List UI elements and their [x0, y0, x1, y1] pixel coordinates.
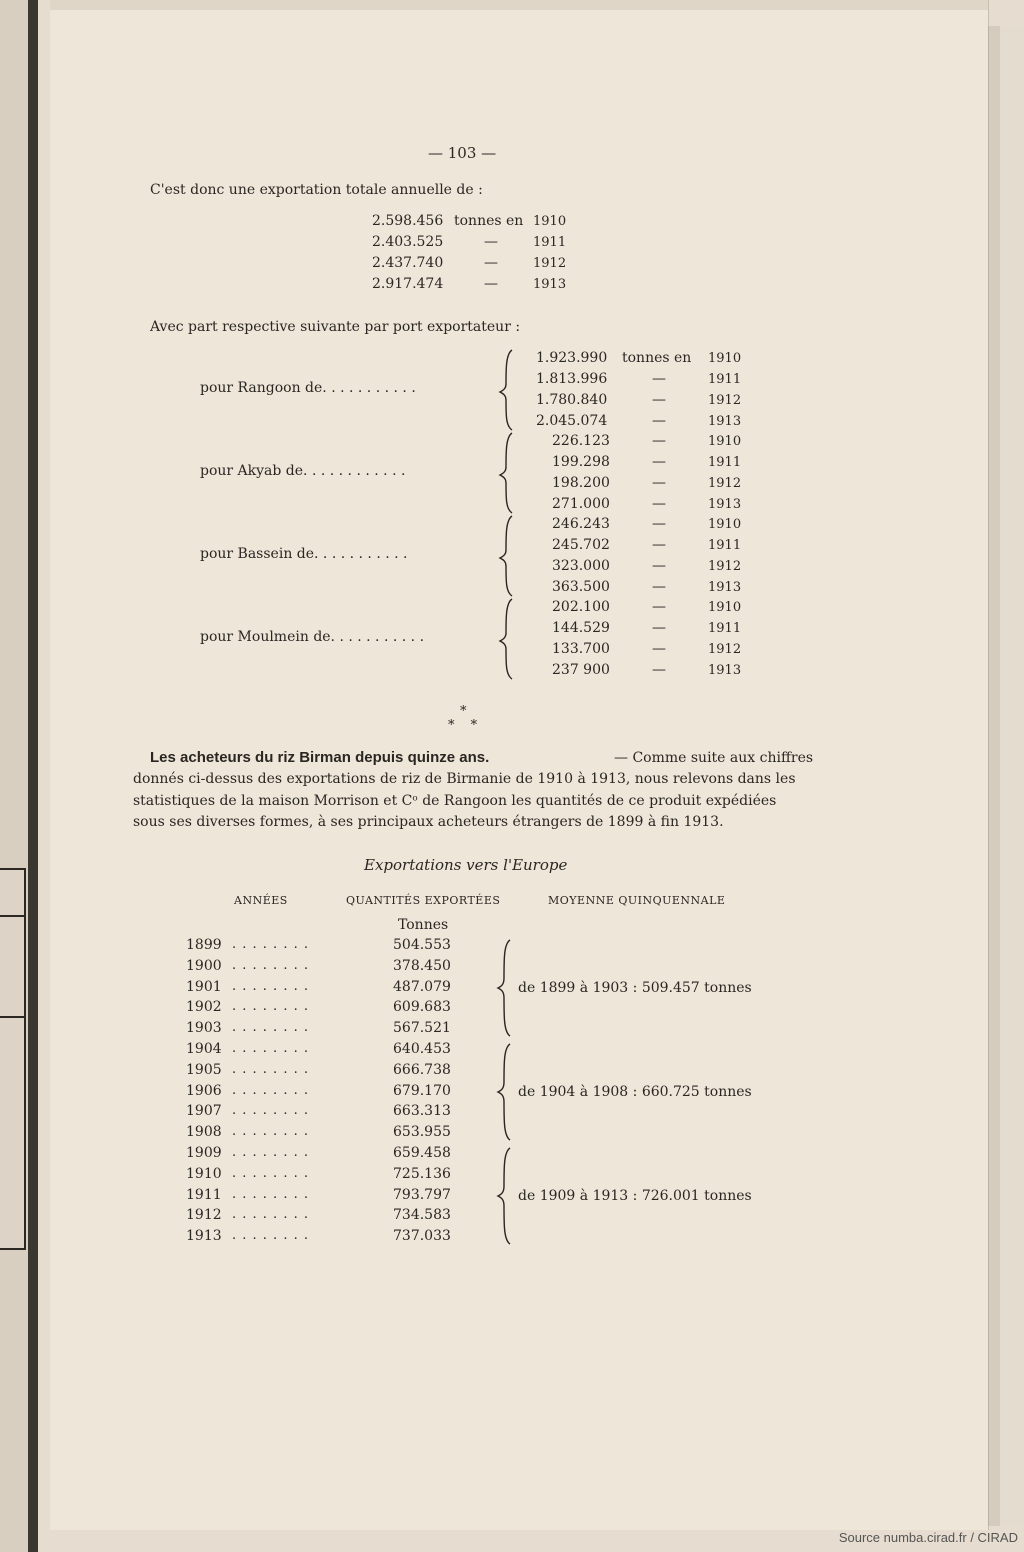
total-dash: — [484, 255, 498, 271]
port-dash: — [652, 537, 666, 553]
port-year: 1910 [708, 517, 742, 532]
export-leader-dots: . . . . . . . . [232, 1165, 309, 1181]
total-year: 1913 [533, 277, 567, 292]
ports-intro: Avec part respective suivante par port exportateur : [150, 319, 521, 335]
total-year: 1912 [533, 256, 567, 271]
export-quantity: 609.683 [393, 999, 451, 1016]
port-value: 198.200 [552, 475, 610, 491]
book-spine-shadow [28, 0, 38, 1552]
port-dash: — [652, 558, 666, 574]
port-value: 237 900 [552, 662, 610, 678]
port-label: pour Akyab de. . . . . . . . . . . . [200, 463, 406, 479]
port-value: 1.780.840 [536, 392, 608, 408]
port-value: 202.100 [552, 599, 610, 615]
export-quantity: 734.583 [393, 1207, 451, 1224]
port-dash: — [652, 475, 666, 491]
port-value: 323.000 [552, 558, 610, 574]
average-1909-1913: de 1909 à 1913 : 726.001 tonnes [518, 1188, 752, 1204]
export-leader-dots: . . . . . . . . [232, 1103, 309, 1119]
units-label: Tonnes [398, 917, 449, 933]
export-leader-dots: . . . . . . . . [232, 957, 309, 973]
page-stack-edge-outer [1000, 26, 1024, 1526]
export-year: 1901 [186, 978, 222, 995]
total-unit: tonnes en [454, 213, 524, 229]
port-value: 363.500 [552, 579, 610, 595]
port-year: 1912 [708, 393, 742, 408]
port-dash: — [652, 433, 666, 449]
table-title: Exportations vers l'Europe [364, 856, 568, 874]
export-year: 1905 [186, 1061, 222, 1078]
page-top-band [50, 0, 988, 10]
book-spine-edge [0, 0, 29, 1552]
brace-2 [498, 1044, 510, 1140]
port-value: 2.045.074 [536, 413, 608, 429]
port-dash: — [652, 454, 666, 470]
port-value: 246.243 [552, 516, 610, 532]
asterism-bottom: * * [448, 718, 484, 733]
port-year: 1911 [708, 372, 742, 387]
export-quantity: 725.136 [393, 1165, 451, 1182]
export-leader-dots: . . . . . . . . [232, 1207, 309, 1223]
port-dash: — [652, 662, 666, 678]
port-year: 1911 [708, 538, 742, 553]
export-quantity: 679.170 [393, 1082, 451, 1099]
export-quantity: 653.955 [393, 1124, 451, 1141]
average-1904-1908: de 1904 à 1908 : 660.725 tonnes [518, 1084, 752, 1100]
port-dash: — [652, 371, 666, 387]
export-leader-dots: . . . . . . . . [232, 1061, 309, 1077]
export-year: 1900 [186, 957, 222, 974]
port-year: 1913 [708, 497, 742, 512]
adjacent-page-rule [0, 915, 24, 917]
export-year: 1907 [186, 1103, 222, 1120]
port-year: 1910 [708, 351, 742, 366]
total-value: 2.437.740 [372, 255, 444, 271]
port-year: 1913 [708, 663, 742, 678]
port-year: 1910 [708, 434, 742, 449]
header-years: ANNÉES [234, 894, 288, 907]
export-leader-dots: . . . . . . . . [232, 1186, 309, 1202]
average-1899-1903: de 1899 à 1903 : 509.457 tonnes [518, 980, 752, 996]
port-label: pour Bassein de. . . . . . . . . . . [200, 546, 408, 562]
export-quantity: 378.450 [393, 957, 451, 974]
port-value: 271.000 [552, 496, 610, 512]
export-leader-dots: . . . . . . . . [232, 999, 309, 1015]
port-value: 226.123 [552, 433, 610, 449]
port-brace [500, 516, 512, 596]
export-leader-dots: . . . . . . . . [232, 937, 309, 952]
port-year: 1911 [708, 621, 742, 636]
export-leader-dots: . . . . . . . . [232, 1124, 309, 1140]
port-year: 1913 [708, 580, 742, 595]
export-year: 1899 [186, 937, 222, 953]
export-leader-dots: . . . . . . . . [232, 1041, 309, 1056]
source-credit: Source numba.cirad.fr / CIRAD [838, 1530, 1018, 1545]
total-value: 2.403.525 [372, 234, 444, 250]
export-leader-dots: . . . . . . . . [232, 1020, 309, 1036]
port-year: 1910 [708, 600, 742, 615]
port-dash: — [652, 620, 666, 636]
port-value: 144.529 [552, 620, 610, 636]
port-label: pour Rangoon de. . . . . . . . . . . [200, 380, 416, 396]
port-year: 1912 [708, 559, 742, 574]
port-year: 1912 [708, 476, 742, 491]
brace-3 [498, 1148, 510, 1244]
port-value: 133.700 [552, 641, 610, 657]
export-year: 1908 [186, 1124, 222, 1141]
section-line-3: statistiques de la maison Morrison et Cᵒ de Rangoon les quantités de ce produit expédiées [133, 793, 777, 809]
export-leader-dots: . . . . . . . . [232, 1228, 309, 1244]
port-dash: — [652, 641, 666, 657]
average-braces [496, 938, 520, 1248]
port-dash: — [652, 579, 666, 595]
total-value: 2.917.474 [372, 276, 444, 292]
section-line-1: — Comme suite aux chiffres [614, 750, 814, 766]
port-value: 245.702 [552, 537, 610, 553]
total-year: 1911 [533, 235, 567, 250]
export-quantity: 640.453 [393, 1041, 451, 1057]
port-year: 1912 [708, 642, 742, 657]
port-braces [498, 346, 528, 686]
export-year: 1912 [186, 1207, 222, 1224]
header-average: MOYENNE QUINQUENNALE [548, 894, 726, 907]
header-quantities: QUANTITÉS EXPORTÉES [346, 894, 501, 907]
totals-intro: C'est donc une exportation totale annuelle de : [150, 182, 483, 198]
total-dash: — [484, 276, 498, 292]
page-number: — 103 — [428, 144, 497, 162]
export-leader-dots: . . . . . . . . [232, 1082, 309, 1098]
port-brace [500, 350, 512, 430]
export-year: 1906 [186, 1082, 222, 1099]
export-leader-dots: . . . . . . . . [232, 978, 309, 994]
port-year: 1913 [708, 414, 742, 429]
port-dash: — [652, 392, 666, 408]
section-title: Les acheteurs du riz Birman depuis quinze ans. [150, 749, 490, 766]
export-year: 1911 [186, 1186, 222, 1203]
section-line-4: sous ses diverses formes, à ses principaux acheteurs étrangers de 1899 à fin 1913. [133, 814, 724, 830]
port-dash: — [652, 599, 666, 615]
export-year: 1904 [186, 1041, 222, 1057]
adjacent-page-table-fragment [0, 868, 26, 1250]
port-value: 1.923.990 [536, 350, 608, 366]
export-quantity: 666.738 [393, 1061, 451, 1078]
port-dash: — [652, 516, 666, 532]
asterism-top: * [460, 704, 467, 719]
port-unit: tonnes en [622, 350, 692, 366]
total-value: 2.598.456 [372, 213, 444, 229]
port-dash: — [652, 413, 666, 429]
section-line-2: donnés ci-dessus des exportations de riz de Birmanie de 1910 à 1913, nous relevons dans les [133, 771, 796, 787]
port-brace [500, 599, 512, 679]
port-label: pour Moulmein de. . . . . . . . . . . [200, 629, 425, 645]
export-quantity: 737.033 [393, 1228, 451, 1245]
export-quantity: 663.313 [393, 1103, 451, 1120]
port-dash: — [652, 496, 666, 512]
port-brace [500, 433, 512, 513]
port-year: 1911 [708, 455, 742, 470]
export-year: 1903 [186, 1020, 222, 1037]
adjacent-page-rule [0, 1016, 24, 1018]
port-value: 199.298 [552, 454, 610, 470]
export-quantity: 487.079 [393, 978, 451, 995]
export-quantity: 793.797 [393, 1186, 451, 1203]
export-year: 1910 [186, 1165, 222, 1182]
brace-1 [498, 940, 510, 1036]
export-quantity: 567.521 [393, 1020, 451, 1037]
export-leader-dots: . . . . . . . . [232, 1145, 309, 1160]
export-quantity: 504.553 [393, 937, 451, 953]
export-quantity: 659.458 [393, 1145, 451, 1161]
port-value: 1.813.996 [536, 371, 608, 387]
total-dash: — [484, 234, 498, 250]
export-year: 1902 [186, 999, 222, 1016]
export-year: 1913 [186, 1228, 222, 1245]
total-year: 1910 [533, 214, 567, 229]
export-year: 1909 [186, 1145, 222, 1161]
